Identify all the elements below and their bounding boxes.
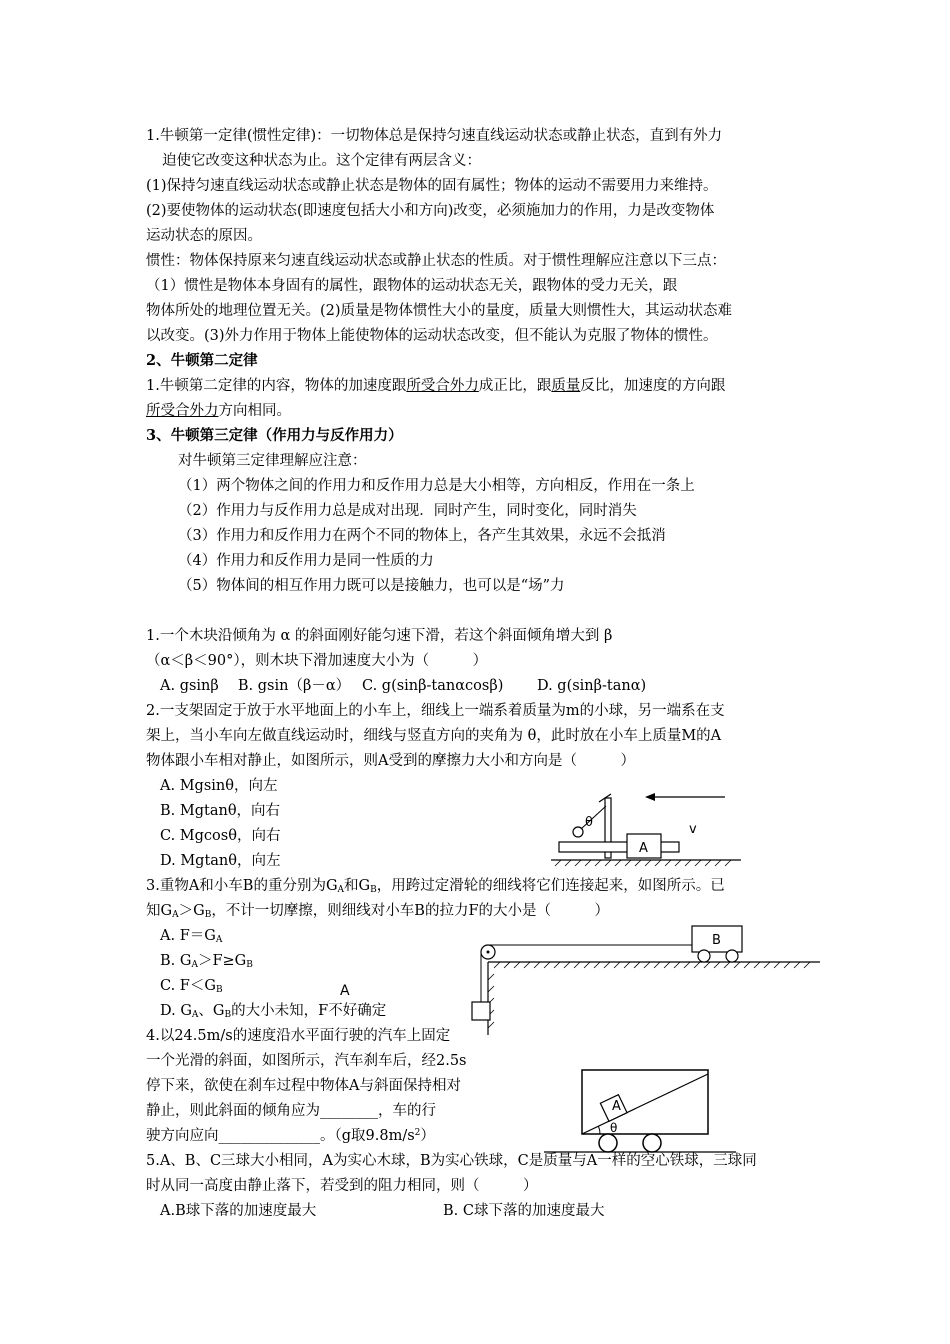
q4-line-2: 一个光滑的斜面，如图所示，汽车刹车后，经2.5s [146, 1053, 467, 1069]
q2-line-3: 物体跟小车相对静止，如图所示，则A受到的摩擦力大小和方向是（ ） [146, 753, 635, 769]
subscript: B [204, 910, 212, 920]
text: 方向相同。 [218, 403, 291, 419]
superscript: 2 [414, 1128, 421, 1138]
theory-line-1: 1.牛顿第一定律(惯性定律)：一切物体总是保持匀速直线运动状态或静止状态，直到有外力 [146, 128, 723, 144]
q3-option-c [160, 976, 223, 996]
q5-line-1: 5.A、B、C三球大小相同，A为实心木球，B为实心铁球，C是质量与A一样的空心铁球，三球同 [146, 1153, 757, 1169]
third-law-point-4: （4）作用力和反作用力是同一性质的力 [178, 553, 434, 569]
text: ，用跨过定滑轮的细线将它们连接起来，如图所示。已 [376, 878, 725, 894]
text: ） [420, 1128, 435, 1144]
q2-line-2: 架上，当小车向左做直线运动时，细线与竖直方向的夹角为 θ，此时放在小车上质量M的A [146, 728, 722, 744]
text: 、G [198, 1003, 225, 1019]
subscript: A [191, 960, 198, 970]
text: A. F＝G [160, 928, 216, 944]
q2-figure-cart-pendulum [545, 780, 745, 875]
q4-line-3: 停下来，欲使在刹车过程中物体A与斜面保持相对 [146, 1078, 461, 1094]
text: 的大小未知，F不好确定 [231, 1003, 387, 1019]
q4-line-1: 4.以24.5m/s的速度沿水平面行驶的汽车上固定 [146, 1028, 451, 1044]
answer-blank-direction: ______________ [218, 1128, 320, 1144]
second-law-line-1 [146, 376, 725, 396]
heading-third-law: 3、牛顿第三定律（作用力与反作用力） [146, 427, 403, 444]
q3-stray-a-label: A [340, 983, 350, 999]
underlined-term: 所受合外力 [146, 403, 219, 419]
third-law-point-3: （3）作用力和反作用力在两个不同的物体上，各产生其效果，永远不会抵消 [178, 528, 666, 544]
q3-figure-pulley [336, 920, 826, 1035]
text: 反比，加速度的方向跟 [580, 378, 726, 394]
subscript: A [337, 885, 345, 895]
text: 成正比，跟 [478, 378, 552, 394]
q5-line-2: 时从同一高度由静止落下，若受到的阻力相同，则（ ） [146, 1178, 538, 1194]
subscript: A [191, 1010, 199, 1020]
inertia-line-3: 物体所处的地理位置无关。(2)质量是物体惯性大小的量度，质量大则惯性大，其运动状态难 [146, 303, 733, 319]
subscript: B [224, 1010, 232, 1020]
q2-option-c: C. Mgcosθ，向右 [160, 828, 281, 844]
third-law-point-2: （2）作用力与反作用力总是成对出现．同时产生，同时变化，同时消失 [178, 503, 637, 519]
q2-option-a: A. Mgsinθ，向左 [160, 778, 278, 794]
q2-option-d: D. Mgtanθ，向左 [160, 853, 281, 869]
subscript: A [172, 910, 179, 920]
q5-option-b: B. C球下落的加速度最大 [443, 1203, 605, 1219]
q4-block-label: A [612, 1099, 621, 1114]
third-law-intro: 对牛顿第三定律理解应注意： [178, 453, 367, 469]
text: ，不计一切摩擦，则细线对小车B的拉力F的大小是（ ） [211, 903, 610, 919]
heading-second-law: 2、牛顿第二定律 [146, 352, 258, 369]
q2-block-label: A [639, 841, 648, 856]
q3-line-1 [146, 876, 725, 896]
text: C. F＜G [160, 978, 216, 994]
text: 静止，则此斜面的倾角应为 [146, 1103, 320, 1119]
third-law-point-5: （5）物体间的相互作用力既可以是接触力，也可以是“场”力 [178, 578, 565, 594]
underlined-term: 所受合外力 [406, 378, 479, 394]
q4-theta-label: θ [610, 1121, 618, 1135]
answer-blank-angle: ________ [320, 1103, 378, 1119]
q3-option-b [160, 951, 253, 971]
text: 驶方向应向 [146, 1128, 219, 1144]
second-law-line-2 [146, 401, 291, 421]
theory-line-4: (2)要使物体的运动状态(即速度包括大小和方向)改变，必须施加力的作用，力是改变物体 [146, 203, 715, 219]
q1-options: A. gsinβ B. gsin（β－α） C. g(sinβ-tanαcosβ) D. g(sinβ-tanα) [160, 678, 647, 694]
q5-option-a: A.B球下落的加速度最大 [160, 1203, 317, 1219]
text: ＞G [178, 903, 205, 919]
text: 和G [344, 878, 371, 894]
q2-option-b: B. Mgtanθ，向右 [160, 803, 281, 819]
inertia-line-4: 以改变。(3)外力作用于物体上能使物体的运动状态改变，但不能认为克服了物体的惯性。 [146, 328, 718, 344]
text: 知G [146, 903, 173, 919]
third-law-point-1: （1）两个物体之间的作用力和反作用力总是大小相等，方向相反，作用在一条上 [178, 478, 695, 494]
text: 1.牛顿第二定律的内容，物体的加速度跟 [146, 378, 407, 394]
theory-line-5: 运动状态的原因。 [146, 228, 262, 244]
q2-line-1: 2.一支架固定于放于水平地面上的小车上，细线上一端系着质量为m的小球，另一端系在支 [146, 703, 725, 719]
q2-theta-label: θ [585, 815, 593, 830]
text: ＞F≥G [197, 953, 247, 969]
q4-figure-car-incline [540, 1060, 740, 1155]
q2-velocity-label: v [689, 822, 697, 837]
text: 3.重物A和小车B的重分别为G [146, 878, 338, 894]
inertia-line-1: 惯性：物体保持原来匀速直线运动状态或静止状态的性质。对于惯性理解应注意以下三点： [146, 253, 726, 269]
text: ，车的行 [378, 1103, 436, 1119]
theory-line-2: 迫使它改变这种状态为止。这个定律有两层含义： [162, 153, 481, 169]
underlined-term: 质量 [551, 378, 581, 394]
q1-line-1: 1.一个木块沿倾角为 α 的斜面刚好能匀速下滑，若这个斜面倾角增大到 β [146, 628, 613, 644]
inertia-line-2: （1）惯性是物体本身固有的属性，跟物体的运动状态无关，跟物体的受力无关，跟 [146, 278, 678, 294]
subscript: A [215, 935, 223, 945]
text: B. G [160, 953, 192, 969]
q3-option-a [160, 926, 222, 946]
q4-line-4 [146, 1101, 436, 1121]
q4-line-5 [146, 1126, 435, 1146]
text: D. G [160, 1003, 192, 1019]
subscript: B [370, 885, 377, 895]
text: 。（g取9.8m/s [320, 1128, 415, 1144]
theory-line-3: (1)保持匀速直线运动状态或静止状态是物体的固有属性；物体的运动不需要用力来维持。 [146, 178, 718, 194]
q3-line-2 [146, 901, 609, 921]
q1-line-2: （α＜β＜90°），则木块下滑加速度大小为（ ） [146, 653, 488, 669]
q3-cart-label: B [712, 933, 721, 948]
subscript: B [246, 960, 253, 970]
subscript: B [215, 985, 223, 995]
